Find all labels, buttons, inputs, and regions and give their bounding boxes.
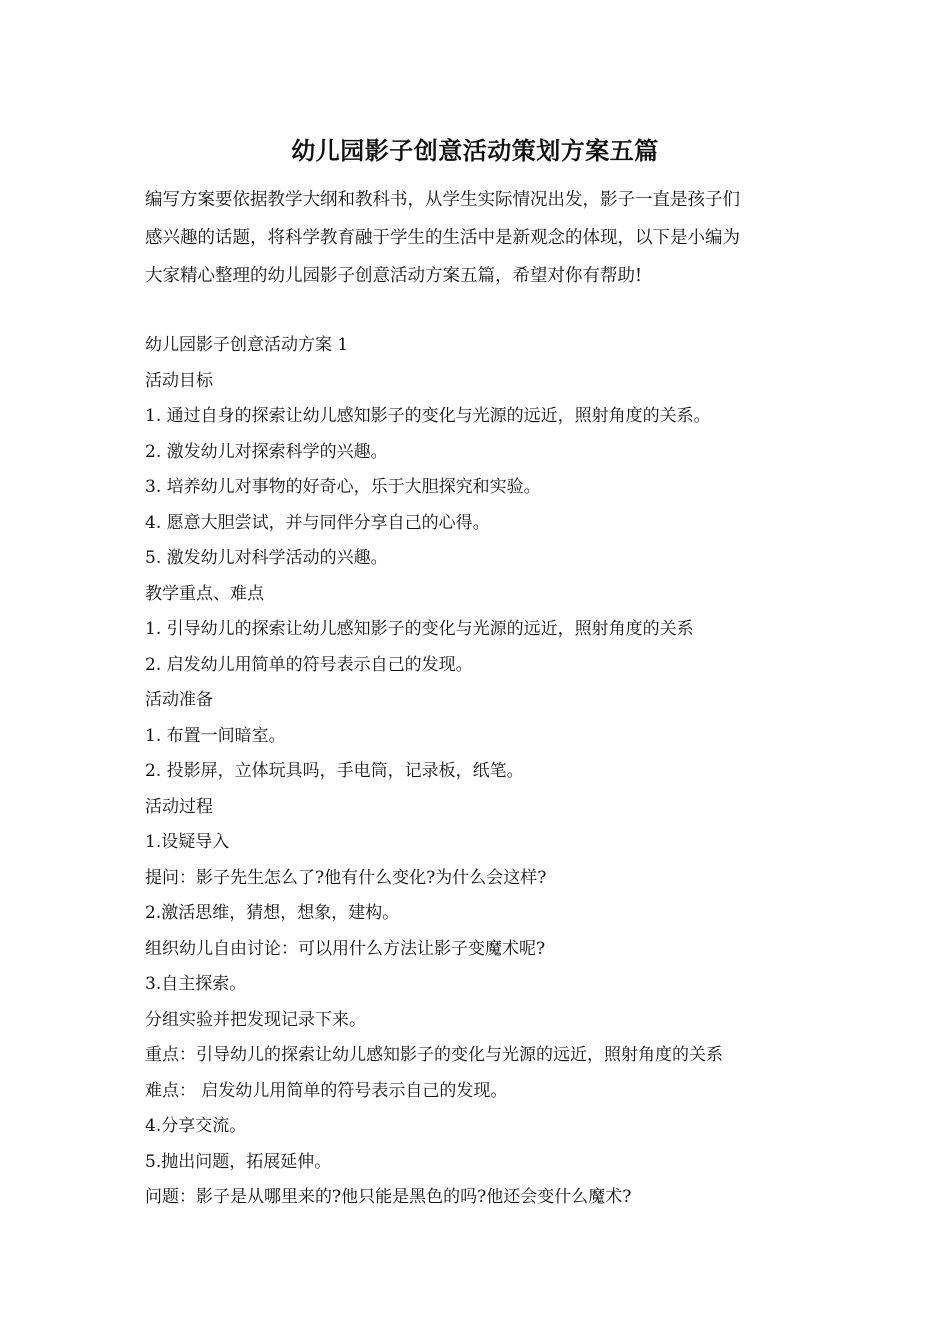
list-item: 4. 愿意大胆尝试，并与同伴分享自己的心得。: [145, 512, 490, 533]
list-item: 5.抛出问题，拓展延伸。: [145, 1151, 332, 1172]
section-heading: 幼儿园影子创意活动方案 1: [145, 335, 349, 355]
subheading-key-points: 教学重点、难点: [145, 583, 264, 604]
intro-line: 感兴趣的话题，将科学教育融于学生的生活中是新观念的体现，以下是小编为: [145, 228, 740, 248]
subheading-process: 活动过程: [145, 796, 213, 817]
subheading-goals: 活动目标: [145, 370, 213, 391]
subheading-preparation: 活动准备: [145, 690, 213, 710]
list-item: 4.分享交流。: [145, 1116, 247, 1136]
paragraph-line: 分组实验并把发现记录下来。: [145, 1009, 366, 1030]
list-item: 2. 启发幼儿用简单的符号表示自己的发现。: [145, 654, 473, 675]
intro-paragraph: [145, 181, 810, 295]
list-item: 1. 通过自身的探索让幼儿感知影子的变化与光源的远近，照射角度的关系。: [145, 406, 711, 426]
paragraph-line: 问题：影子是从哪里来的?他只能是黑色的吗?他还会变什么魔术?: [145, 1187, 632, 1207]
list-item: 3. 培养幼儿对事物的好奇心，乐于大胆探究和实验。: [145, 477, 541, 497]
intro-line: 编写方案要依据教学大纲和教科书，从学生实际情况出发，影子一直是孩子们: [145, 190, 740, 210]
list-item: 2.激活思维，猜想，想象，建构。: [145, 903, 400, 923]
list-item: 1. 布置一间暗室。: [145, 725, 286, 746]
paragraph-line: 提问：影子先生怎么了?他有什么变化?为什么会这样?: [145, 867, 547, 888]
paragraph-line: 难点： 启发幼儿用简单的符号表示自己的发现。: [145, 1080, 508, 1101]
document-title: 幼儿园影子创意活动策划方案五篇: [291, 136, 659, 165]
list-item: 2. 投影屏，立体玩具吗，手电筒，记录板，纸笔。: [145, 761, 524, 781]
intro-line: 大家精心整理的幼儿园影子创意活动方案五篇，希望对你有帮助!: [145, 266, 643, 286]
list-item: 2. 激发幼儿对探索科学的兴趣。: [145, 441, 388, 462]
list-item: 1.设疑导入: [145, 832, 230, 852]
list-item: 5. 激发幼儿对科学活动的兴趣。: [145, 548, 388, 568]
list-item: 3.自主探索。: [145, 974, 247, 994]
paragraph-line: 组织幼儿自由讨论：可以用什么方法让影子变魔术呢?: [145, 938, 546, 959]
list-item: 1. 引导幼儿的探索让幼儿感知影子的变化与光源的远近，照射角度的关系: [145, 619, 694, 639]
document-body: [145, 328, 825, 1216]
paragraph-line: 重点：引导幼儿的探索让幼儿感知影子的变化与光源的远近，照射角度的关系: [145, 1045, 723, 1065]
